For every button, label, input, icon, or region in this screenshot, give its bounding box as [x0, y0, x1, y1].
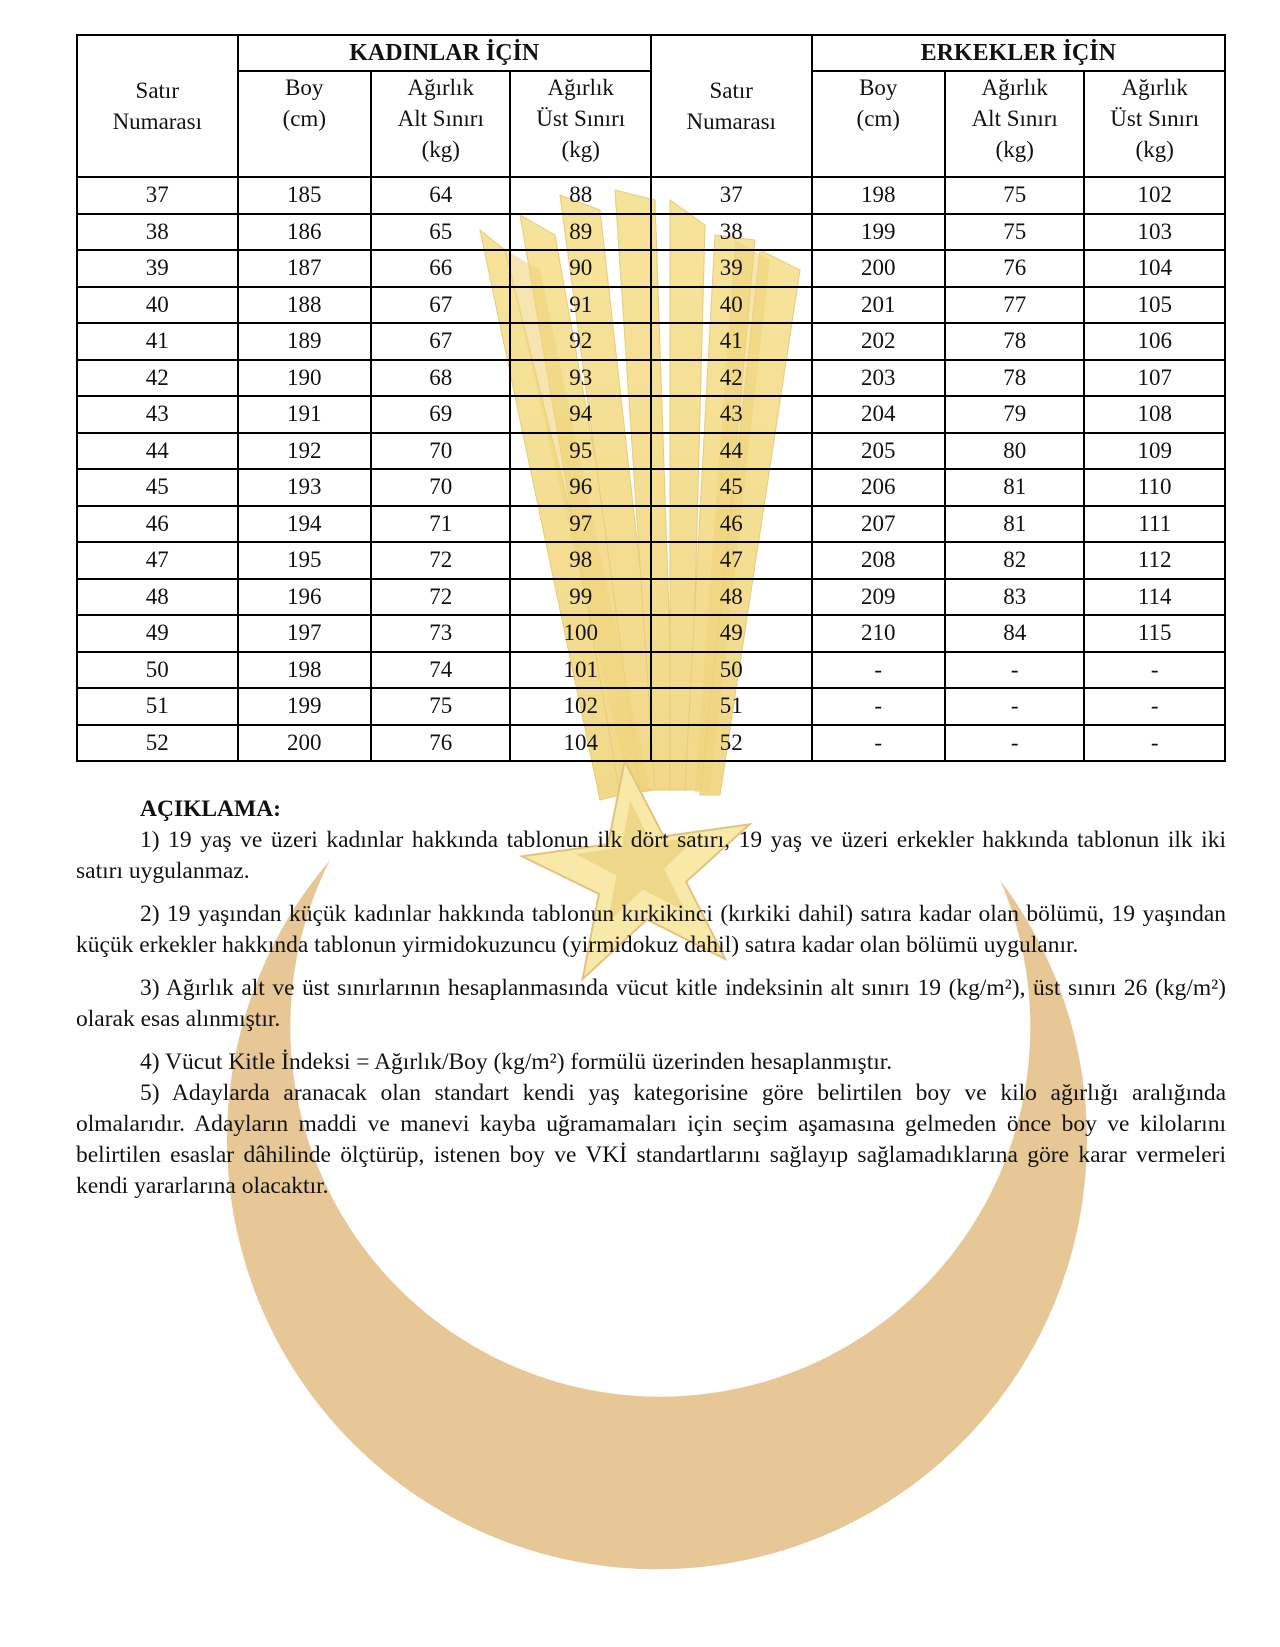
women-max-weight-cell: 104 [510, 725, 651, 762]
women-height-cell: 193 [238, 469, 371, 506]
women-height-cell: 200 [238, 725, 371, 762]
men-row-number-cell: 47 [651, 542, 812, 579]
men-row-number-cell: 42 [651, 360, 812, 397]
table-row [77, 469, 1225, 506]
women-row-number-cell: 45 [77, 469, 238, 506]
women-row-number-cell: 51 [77, 688, 238, 725]
women-group-header: KADINLAR İÇİN [238, 35, 651, 71]
men-row-number-cell: 46 [651, 506, 812, 543]
women-min-weight-cell: 76 [371, 725, 510, 762]
men-min-weight-cell: 75 [945, 214, 1084, 251]
men-min-weight-header: Ağırlık Alt Sınırı (kg) [945, 71, 1084, 177]
men-row-number-cell: 45 [651, 469, 812, 506]
women-min-weight-cell: 66 [371, 250, 510, 287]
men-min-weight-cell: 79 [945, 396, 1084, 433]
note-5: 5) Adaylarda aranacak olan standart kendi yaş kategorisine göre belirtilen boy ve kilo ağırlığı aralığında olmalarıdır. Adayların maddi ve manevi kayba uğramamaları için seçim aşamasına gelmeden önce boy ve kilolarını belirtilen esaslar dâhilinde ölçtürüp, istenen boy ve VKİ standartlarını sağlayıp sağlamadıklarına göre karar vermeleri kendi yararlarına olacaktır. [76, 1080, 1226, 1199]
table-row [77, 287, 1225, 324]
women-row-number-cell: 44 [77, 433, 238, 470]
height-weight-table [76, 34, 1226, 762]
men-height-header: Boy (cm) [812, 71, 945, 177]
men-height-cell: 203 [812, 360, 945, 397]
women-row-number-cell: 37 [77, 177, 238, 214]
explanation-section [76, 794, 1226, 1214]
men-row-number-cell: 38 [651, 214, 812, 251]
women-max-weight-cell: 100 [510, 615, 651, 652]
men-max-weight-cell: - [1084, 652, 1225, 689]
men-max-weight-cell: 106 [1084, 323, 1225, 360]
women-max-weight-cell: 93 [510, 360, 651, 397]
women-max-weight-cell: 99 [510, 579, 651, 616]
men-min-weight-cell: 77 [945, 287, 1084, 324]
women-height-cell: 196 [238, 579, 371, 616]
table-row [77, 177, 1225, 214]
women-row-number-cell: 52 [77, 725, 238, 762]
men-max-weight-cell: 108 [1084, 396, 1225, 433]
men-height-cell: 204 [812, 396, 945, 433]
men-height-cell: 201 [812, 287, 945, 324]
men-max-weight-cell: 114 [1084, 579, 1225, 616]
women-row-number-cell: 47 [77, 542, 238, 579]
women-row-number-cell: 49 [77, 615, 238, 652]
women-min-weight-cell: 70 [371, 469, 510, 506]
explanation-heading: AÇIKLAMA: [140, 796, 281, 822]
men-height-cell: 205 [812, 433, 945, 470]
women-height-cell: 195 [238, 542, 371, 579]
table-row [77, 506, 1225, 543]
men-min-weight-cell: 81 [945, 469, 1084, 506]
women-row-number-cell: 38 [77, 214, 238, 251]
women-max-weight-cell: 101 [510, 652, 651, 689]
women-height-cell: 190 [238, 360, 371, 397]
men-height-cell: 206 [812, 469, 945, 506]
men-height-cell: 202 [812, 323, 945, 360]
table-row [77, 250, 1225, 287]
women-min-weight-cell: 64 [371, 177, 510, 214]
men-row-number-cell: 43 [651, 396, 812, 433]
men-max-weight-cell: - [1084, 725, 1225, 762]
men-min-weight-cell: 75 [945, 177, 1084, 214]
women-height-cell: 185 [238, 177, 371, 214]
men-min-weight-cell: 83 [945, 579, 1084, 616]
men-min-weight-cell: 78 [945, 323, 1084, 360]
men-row-number-cell: 49 [651, 615, 812, 652]
table-row [77, 360, 1225, 397]
table-row [77, 615, 1225, 652]
women-row-number-cell: 41 [77, 323, 238, 360]
men-min-weight-cell: 80 [945, 433, 1084, 470]
table-row [77, 725, 1225, 762]
table-row [77, 652, 1225, 689]
men-row-number-cell: 51 [651, 688, 812, 725]
table-row [77, 688, 1225, 725]
men-min-weight-cell: - [945, 688, 1084, 725]
note-4: 4) Vücut Kitle İndeksi = Ağırlık/Boy (kg/m²) formülü üzerinden hesaplanmıştır. [140, 1049, 893, 1075]
note-1: 1) 19 yaş ve üzeri kadınlar hakkında tablonun ilk dört satırı, 19 yaş ve üzeri erkekler hakkında tablonun ilk iki satırı uygulanmaz. [76, 827, 1226, 884]
women-max-weight-cell: 102 [510, 688, 651, 725]
men-max-weight-cell: 105 [1084, 287, 1225, 324]
women-min-weight-cell: 75 [371, 688, 510, 725]
women-height-cell: 188 [238, 287, 371, 324]
table-row [77, 214, 1225, 251]
women-height-cell: 198 [238, 652, 371, 689]
women-min-weight-cell: 72 [371, 579, 510, 616]
men-row-number-cell: 52 [651, 725, 812, 762]
women-min-weight-cell: 67 [371, 287, 510, 324]
men-min-weight-cell: 81 [945, 506, 1084, 543]
men-min-weight-cell: 78 [945, 360, 1084, 397]
men-height-cell: 207 [812, 506, 945, 543]
table-row [77, 579, 1225, 616]
men-max-weight-cell: 107 [1084, 360, 1225, 397]
men-max-weight-cell: 104 [1084, 250, 1225, 287]
women-max-weight-cell: 92 [510, 323, 651, 360]
women-max-weight-cell: 90 [510, 250, 651, 287]
women-height-cell: 199 [238, 688, 371, 725]
men-row-number-cell: 41 [651, 323, 812, 360]
table-row [77, 433, 1225, 470]
men-row-number-cell: 48 [651, 579, 812, 616]
women-height-cell: 194 [238, 506, 371, 543]
men-height-cell: 208 [812, 542, 945, 579]
women-min-weight-cell: 67 [371, 323, 510, 360]
women-max-weight-cell: 88 [510, 177, 651, 214]
men-min-weight-cell: 82 [945, 542, 1084, 579]
women-height-cell: 187 [238, 250, 371, 287]
women-max-weight-cell: 95 [510, 433, 651, 470]
men-min-weight-cell: - [945, 725, 1084, 762]
women-row-number-cell: 40 [77, 287, 238, 324]
women-min-weight-cell: 70 [371, 433, 510, 470]
men-min-weight-cell: 84 [945, 615, 1084, 652]
women-min-weight-cell: 65 [371, 214, 510, 251]
women-row-number-cell: 43 [77, 396, 238, 433]
women-max-weight-cell: 94 [510, 396, 651, 433]
table-row [77, 396, 1225, 433]
men-height-cell: 200 [812, 250, 945, 287]
women-height-cell: 197 [238, 615, 371, 652]
men-max-weight-cell: - [1084, 688, 1225, 725]
men-row-number-cell: 39 [651, 250, 812, 287]
women-row-number-cell: 39 [77, 250, 238, 287]
women-row-number-cell: 42 [77, 360, 238, 397]
women-min-weight-cell: 71 [371, 506, 510, 543]
women-height-cell: 186 [238, 214, 371, 251]
men-height-cell: 209 [812, 579, 945, 616]
men-row-number-cell: 44 [651, 433, 812, 470]
men-height-cell: 199 [812, 214, 945, 251]
note-2: 2) 19 yaşından küçük kadınlar hakkında tablonun kırkikinci (kırkiki dahil) satıra kadar olan bölümü, 19 yaşından küçük erkekler hakkında tablonun yirmidokuzuncu (yirmidokuz dahil) satıra kadar olan bölümü uygulanır. [76, 901, 1226, 958]
women-min-weight-cell: 74 [371, 652, 510, 689]
men-group-header: ERKEKLER İÇİN [812, 35, 1225, 71]
women-height-cell: 191 [238, 396, 371, 433]
women-max-weight-cell: 96 [510, 469, 651, 506]
men-height-cell: 210 [812, 615, 945, 652]
women-max-weight-header: Ağırlık Üst Sınırı (kg) [510, 71, 651, 177]
table-row [77, 542, 1225, 579]
men-max-weight-cell: 115 [1084, 615, 1225, 652]
women-row-number-header: Satır Numarası [77, 35, 238, 177]
men-height-cell: - [812, 652, 945, 689]
women-row-number-cell: 46 [77, 506, 238, 543]
men-max-weight-header: Ağırlık Üst Sınırı (kg) [1084, 71, 1225, 177]
men-height-cell: 198 [812, 177, 945, 214]
women-min-weight-cell: 72 [371, 542, 510, 579]
note-3: 3) Ağırlık alt ve üst sınırlarının hesaplanmasında vücut kitle indeksinin alt sınırı 19 (kg/m²), üst sınırı 26 (kg/m²) olarak esas alınmıştır. [76, 975, 1226, 1032]
women-max-weight-cell: 97 [510, 506, 651, 543]
women-max-weight-cell: 91 [510, 287, 651, 324]
women-height-header: Boy (cm) [238, 71, 371, 177]
women-row-number-cell: 48 [77, 579, 238, 616]
women-min-weight-cell: 69 [371, 396, 510, 433]
men-max-weight-cell: 112 [1084, 542, 1225, 579]
men-height-cell: - [812, 725, 945, 762]
men-max-weight-cell: 110 [1084, 469, 1225, 506]
women-max-weight-cell: 98 [510, 542, 651, 579]
men-max-weight-cell: 111 [1084, 506, 1225, 543]
women-max-weight-cell: 89 [510, 214, 651, 251]
table-row [77, 323, 1225, 360]
men-height-cell: - [812, 688, 945, 725]
men-max-weight-cell: 103 [1084, 214, 1225, 251]
women-min-weight-cell: 68 [371, 360, 510, 397]
women-min-weight-cell: 73 [371, 615, 510, 652]
women-height-cell: 192 [238, 433, 371, 470]
men-max-weight-cell: 102 [1084, 177, 1225, 214]
women-row-number-cell: 50 [77, 652, 238, 689]
men-row-number-cell: 50 [651, 652, 812, 689]
men-row-number-cell: 37 [651, 177, 812, 214]
men-min-weight-cell: 76 [945, 250, 1084, 287]
men-min-weight-cell: - [945, 652, 1084, 689]
men-row-number-header: Satır Numarası [651, 35, 812, 177]
women-height-cell: 189 [238, 323, 371, 360]
men-row-number-cell: 40 [651, 287, 812, 324]
women-min-weight-header: Ağırlık Alt Sınırı (kg) [371, 71, 510, 177]
men-max-weight-cell: 109 [1084, 433, 1225, 470]
